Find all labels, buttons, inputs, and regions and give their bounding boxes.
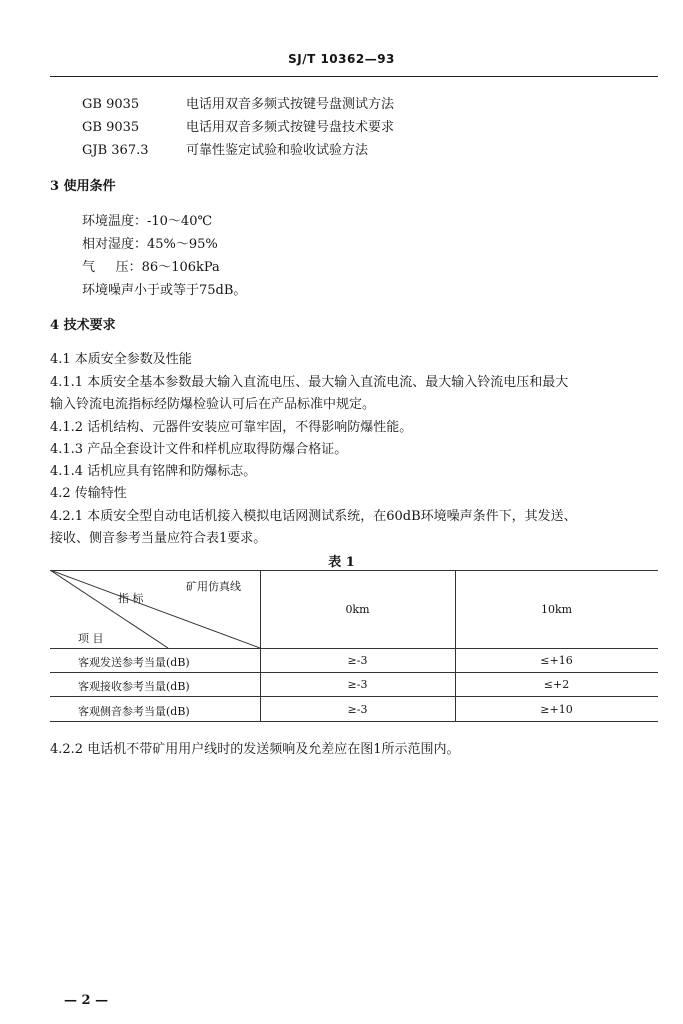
clause-4-1-4: 4.1.4 话机应具有铭牌和防爆标志。 bbox=[50, 464, 257, 479]
reference-code: GB 9035 bbox=[82, 97, 140, 112]
reference-code: GB 9035 bbox=[82, 120, 140, 135]
clause-4-1: 4.1 本质安全参数及性能 bbox=[50, 352, 192, 367]
table-cell-0km: ≥-3 bbox=[347, 678, 368, 691]
clause-4-1-3: 4.1.3 产品全套设计文件和样机应取得防爆合格证。 bbox=[50, 442, 348, 457]
condition-humidity: 相对湿度：45%～95% bbox=[82, 237, 218, 252]
clause-4-2-1: 4.2.1 本质安全型自动电话机接入模拟电话网测试系统，在60dB环境噪声条件下，其发送、 bbox=[50, 509, 577, 524]
table-bottom-rule bbox=[50, 721, 658, 722]
clause-4-1-2: 4.1.2 话机结构、元器件安装应可靠牢固，不得影响防爆性能。 bbox=[50, 420, 413, 435]
reference-item bbox=[82, 116, 394, 135]
section-3-heading: 3 使用条件 bbox=[50, 179, 116, 194]
table-cell-10km: ≤+16 bbox=[540, 654, 573, 667]
table-col-divider bbox=[260, 570, 261, 721]
clause-4-1-1: 4.1.1 本质安全基本参数最大输入直流电压、最大输入直流电流、最大输入铃流电压和最大 bbox=[50, 375, 569, 390]
reference-title: 可靠性鉴定试验和验收试验方法 bbox=[186, 143, 369, 158]
reference-code: GJB 367.3 bbox=[82, 143, 149, 158]
table-row-rule bbox=[50, 672, 658, 673]
table-cell-10km: ≥+10 bbox=[540, 703, 573, 716]
table-caption: 表 1 bbox=[328, 555, 355, 570]
reference-title: 电话用双音多频式按键号盘技术要求 bbox=[186, 120, 395, 135]
table-cell-10km: ≤+2 bbox=[543, 678, 570, 691]
table-row-item: 客观侧音参考当量(dB) bbox=[78, 705, 190, 718]
table-col-header-0km: 0km bbox=[345, 603, 370, 616]
table-corner-index-label: 指 标 bbox=[118, 592, 144, 605]
clause-4-2-2: 4.2.2 电话机不带矿用用户线时的发送频响及允差应在图1所示范围内。 bbox=[50, 742, 460, 757]
reference-title: 电话用双音多频式按键号盘测试方法 bbox=[186, 97, 395, 112]
condition-noise: 环境噪声小于或等于75dB。 bbox=[82, 283, 247, 298]
table-row-rule bbox=[50, 648, 658, 649]
table-corner-item-label: 项 目 bbox=[78, 632, 104, 645]
table-row-item: 客观接收参考当量(dB) bbox=[78, 680, 190, 693]
reference-item bbox=[82, 93, 394, 112]
clause-4-2-1-cont: 接收、侧音参考当量应符合表1要求。 bbox=[50, 531, 267, 546]
table-col-header-10km: 10km bbox=[540, 603, 573, 616]
table-col-divider bbox=[455, 570, 456, 721]
condition-pressure: 气 压：86～106kPa bbox=[82, 260, 220, 275]
table-cell-0km: ≥-3 bbox=[347, 654, 368, 667]
section-4-heading: 4 技术要求 bbox=[50, 318, 116, 333]
table-row-rule bbox=[50, 696, 658, 697]
page-number: — 2 — bbox=[64, 993, 109, 1008]
table-cell-0km: ≥-3 bbox=[347, 703, 368, 716]
condition-temperature: 环境温度：-10～40℃ bbox=[82, 214, 213, 229]
standard-number-header: SJ/T 10362—93 bbox=[288, 52, 395, 66]
clause-4-1-1-cont: 输入铃流电流指标经防爆检验认可后在产品标准中规定。 bbox=[50, 397, 376, 412]
table-corner-line-label: 矿用仿真线 bbox=[186, 580, 241, 593]
clause-4-2: 4.2 传输特性 bbox=[50, 486, 127, 501]
table-row-item: 客观发送参考当量(dB) bbox=[78, 656, 190, 669]
reference-item bbox=[82, 139, 368, 158]
header-rule bbox=[50, 76, 658, 77]
